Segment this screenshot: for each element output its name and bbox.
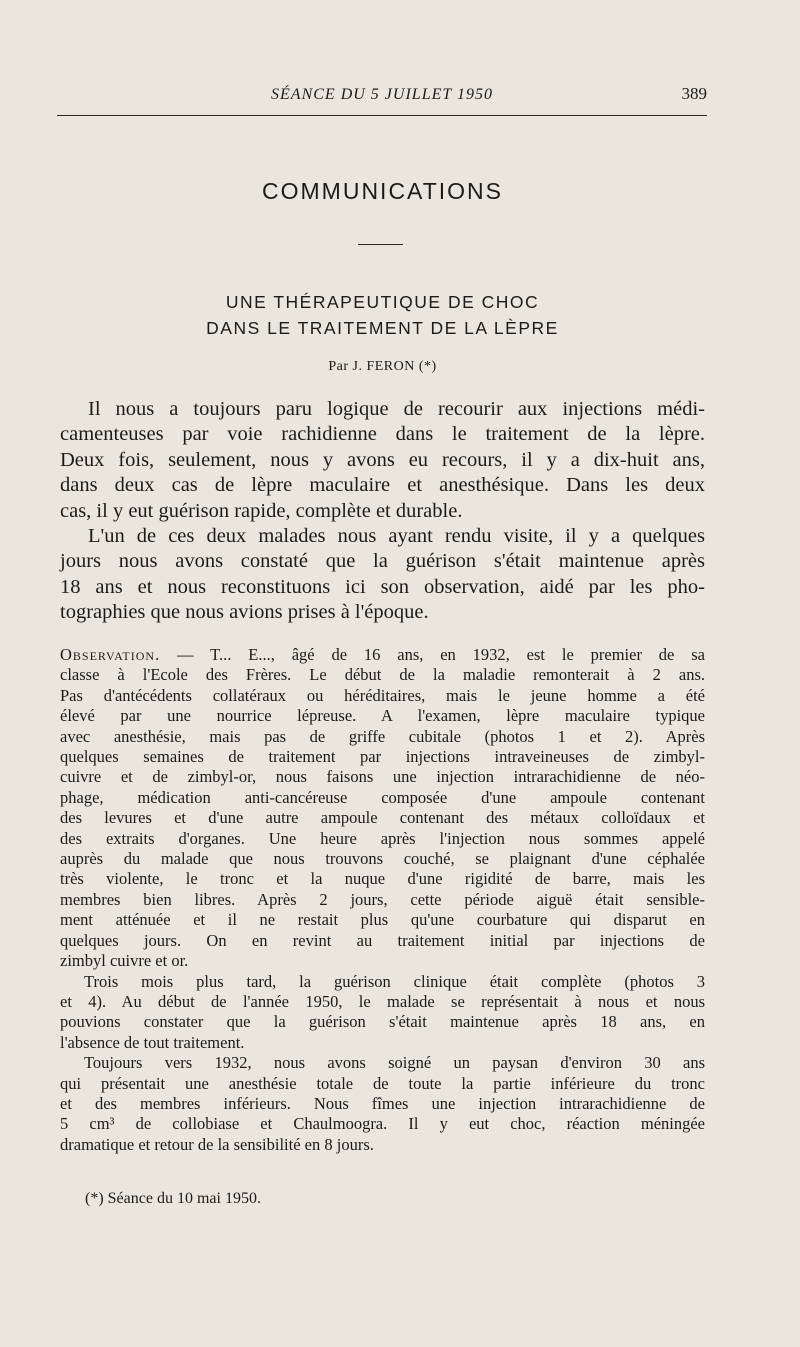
running-header — [57, 86, 707, 108]
text-line: cas, il y eut guérison rapide, complète et durable. — [60, 499, 463, 522]
text-line: 18 ans et nous reconstituons ici son observation, aidé par les pho- — [60, 575, 705, 598]
text-line: ment atténuée et il ne restait plus qu'une courbature qui disparut en — [60, 910, 705, 930]
section-title: COMMUNICATIONS — [262, 178, 503, 204]
text-line: Deux fois, seulement, nous y avons eu recours, il y a dix-huit ans, — [60, 448, 705, 471]
text-line: très violente, le tronc et la nuque d'une rigidité de barre, mais les — [60, 869, 705, 889]
text-line: des extraits d'organes. Une heure après l'injection nous sommes appelé — [60, 828, 705, 848]
text-line: classe à l'Ecole des Frères. Le début de la maladie remonterait à 2 ans. — [60, 665, 705, 685]
body-text — [60, 397, 705, 626]
header-rule — [57, 115, 707, 116]
text-line: 5 cm³ de collobiase et Chaulmoogra. Il y eut choc, réaction méningée — [60, 1114, 705, 1134]
article-title-line-1: UNE THÉRAPEUTIQUE DE CHOC — [225, 292, 540, 312]
text-line: quelques semaines de traitement par injections intraveineuses de zimbyl- — [60, 747, 705, 767]
text-line: l'absence de tout traitement. — [60, 1032, 245, 1052]
text-line: et des membres inférieurs. Nous fîmes une injection intrarachidienne de — [60, 1093, 705, 1113]
text-line: jours nous avons constaté que la guérison s'était maintenue après — [60, 550, 705, 573]
text-line: dans deux cas de lèpre maculaire et anesthésique. Dans les deux — [60, 474, 705, 497]
observation-first-line: — T... E..., âgé de 16 ans, en 1932, est le premier de sa — [160, 645, 705, 664]
text-line: zimbyl cuivre et or. — [60, 951, 189, 971]
text-line: dramatique et retour de la sensibilité en 8 jours. — [60, 1134, 374, 1154]
text-line: L'un de ces deux malades nous ayant rendu visite, il y a quelques — [88, 525, 705, 548]
text-line: quelques jours. On en revint au traitement initial par injections de — [60, 930, 705, 950]
text-line: Trois mois plus tard, la guérison clinique était complète (photos 3 — [84, 971, 705, 991]
text-line: auprès du malade que nous trouvons couché, se plaignant d'une céphalée — [60, 849, 705, 869]
article-byline: Par J. FERON (*) — [328, 359, 437, 374]
text-line: et 4). Au début de l'année 1950, le malade se représentait à nous et nous — [60, 991, 705, 1011]
text-line: avec anesthésie, mais pas de griffe cubitale (photos 1 et 2). Après — [60, 726, 705, 746]
section-divider — [358, 244, 403, 245]
text-line: membres bien libres. Après 2 jours, cette période aiguë était sensible- — [60, 889, 705, 909]
running-title: SÉANCE DU 5 JUILLET 1950 — [271, 86, 493, 103]
text-line: tographies que nous avions prises à l'époque. — [60, 601, 429, 624]
text-line: des levures et d'une autre ampoule contenant des métaux colloïdaux et — [60, 808, 705, 828]
text-line: phage, médication anti-cancéreuse composée d'une ampoule contenant — [60, 787, 705, 807]
text-line: camenteuses par voie rachidienne dans le traitement de la lèpre. — [60, 423, 705, 446]
text-line: Toujours vers 1932, nous avons soigné un paysan d'environ 30 ans — [84, 1053, 705, 1073]
page-number: 389 — [681, 84, 707, 103]
text-line: pouvions constater que la guérison s'était maintenue après 18 ans, en — [60, 1012, 705, 1032]
footnote: (*) Séance du 10 mai 1950. — [85, 1190, 261, 1207]
text-line: Pas d'antécédents collatéraux ou héréditaires, mais le jeune homme a été — [60, 685, 705, 705]
text-line: Il nous a toujours paru logique de recourir aux injections médi- — [88, 398, 705, 420]
text-line: qui présentait une anesthésie totale de toute la partie inférieure du tronc — [60, 1073, 705, 1093]
text-line — [60, 645, 705, 665]
text-line: cuivre et de zimbyl-or, nous faisons une injection intrarachidienne de néo- — [60, 767, 705, 787]
observation-label: Observation. — [60, 645, 161, 664]
observation-text — [60, 645, 705, 1155]
text-line: élevé par une nourrice lépreuse. A l'examen, lèpre maculaire typique — [60, 706, 705, 726]
article-title-line-2: DANS LE TRAITEMENT DE LA LÈPRE — [206, 318, 559, 338]
